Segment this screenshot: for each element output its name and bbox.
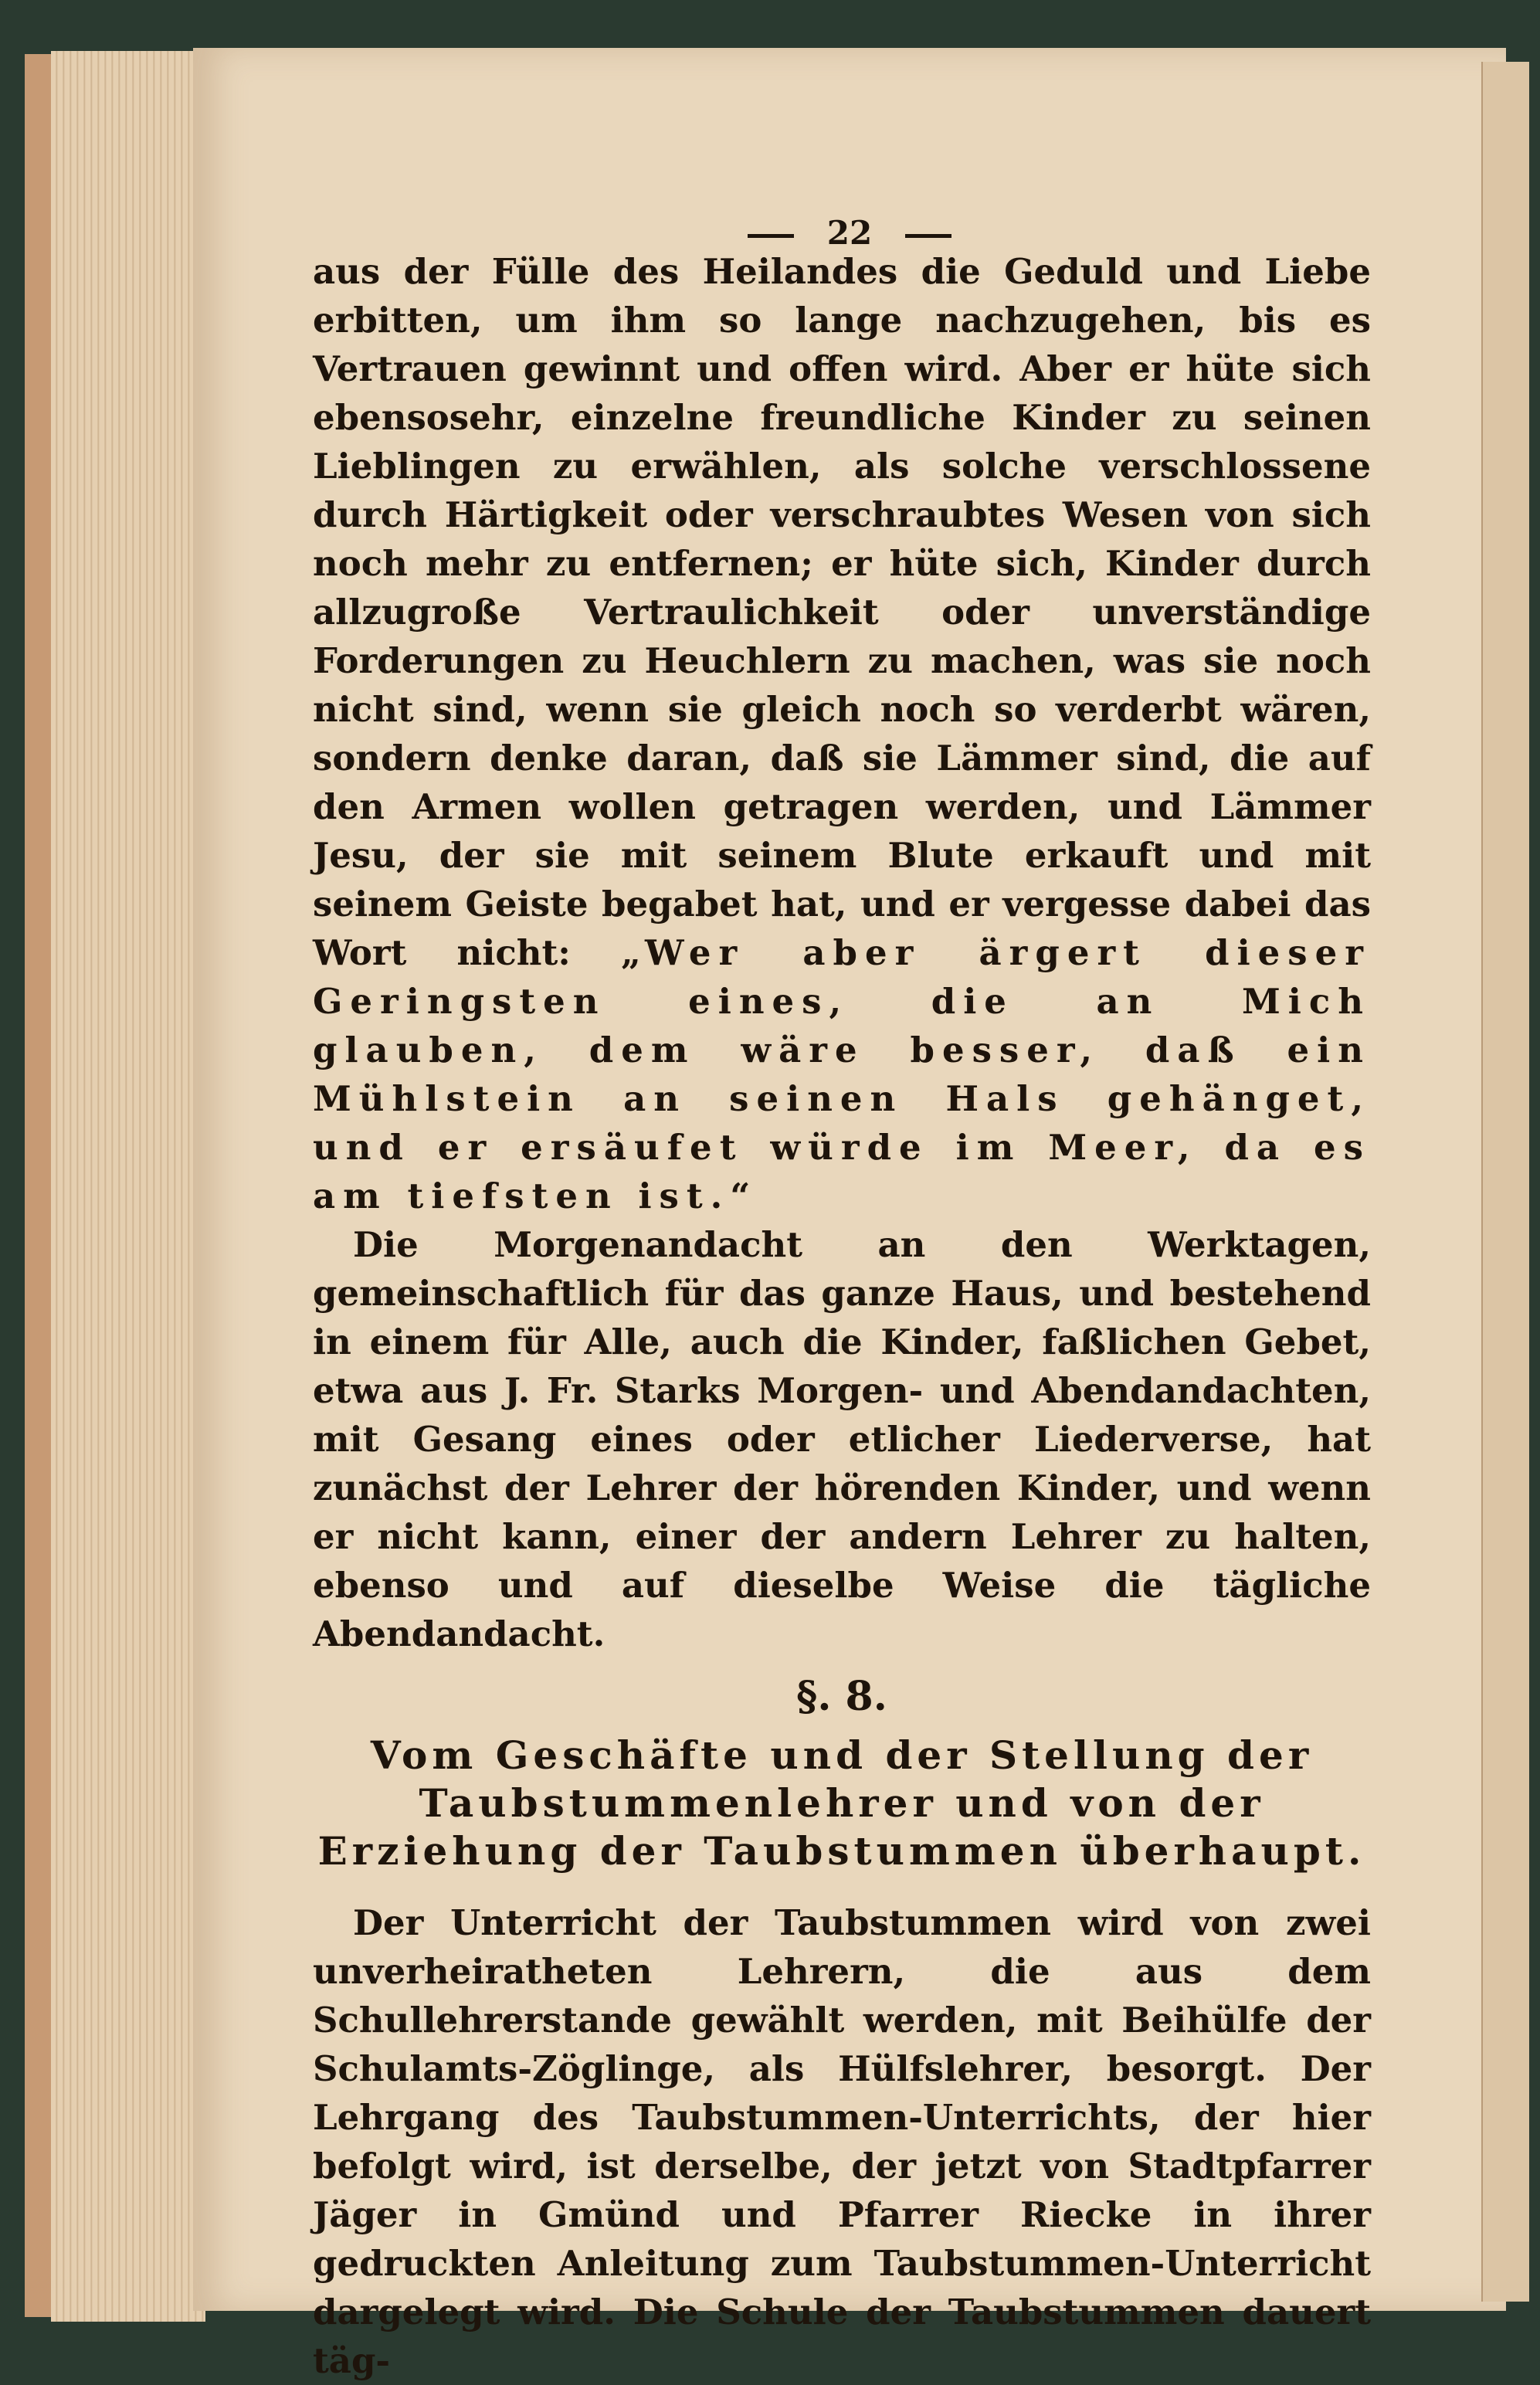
- page-stack-edge: [51, 51, 205, 2322]
- paragraph-morning-prayer: Die Morgenandacht an den Werktagen, gemeinschaftlich für das ganze Haus, und bestehend in einem für Alle, auch die Kinder, faßlichen Gebet, etwa aus J. Fr. Starks Morgen- und Abendandachten, mit Gesang eines oder etlicher Liederverse, hat zunächst der Lehrer der hörenden Kinder, und wenn er nicht kann, einer der andern Lehrer zu halten, ebenso und auf dieselbe Weise die tägliche Abendandacht.: [313, 1224, 1371, 1654]
- next-page-edge: [1481, 62, 1529, 2302]
- page-text: [313, 247, 1371, 2385]
- section-title: Vom Geschäfte und der Stellung der Taubstummenlehrer und von der Erziehung der Taubstummen überhaupt.: [317, 1732, 1366, 1874]
- page-number: 22: [826, 214, 873, 252]
- book-page: [193, 48, 1506, 2381]
- paragraph-instruction: Der Unterricht der Taubstummen wird von zwei unverheiratheten Lehrern, die aus dem Schullehrerstande gewählt werden, mit Beihülfe der Schulamts-Zöglinge, als Hülfslehrer, besorgt. Der Lehrgang des Taubstummen-Unterrichts, der hier befolgt wird, ist derselbe, der jetzt von Stadtpfarrer Jäger in Gmünd und Pfarrer Riecke in ihrer gedruckten Anleitung zum Taubstummen-Unterricht dargelegt wird. Die Schule der Taubstummen dauert täg-: [313, 1902, 1371, 2381]
- paragraph-1-text: aus der Fülle des Heilandes die Geduld und Liebe erbitten, um ihm so lange nachzugehen, bis es Vertrauen gewinnt und offen wird. Aber er hüte sich ebensosehr, einzelne freundliche Kinder zu seinen Lieblingen zu erwählen, als solche verschlossene durch Härtigkeit oder verschraubtes Wesen von sich noch mehr zu entfernen; er hüte sich, Kinder durch allzugroße Vertraulichkeit oder unverständige Forderungen zu Heuchlern zu machen, was sie noch nicht sind, wenn sie gleich noch so verderbt wären, sondern denke daran, daß sie Lämmer sind, die auf den Armen wollen getragen werden, und Lämmer Jesu, der sie mit seinem Blute erkauft und mit seinem Geiste begabet hat, und er vergesse dabei das Wort nicht:: [313, 251, 1371, 973]
- bible-quote: „Wer aber ärgert dieser Geringsten eines, die an Mich glauben, dem wäre besser, daß ein Mühlstein an seinen Hals gehänget, und er ersäufet würde im Meer, da es am tiefsten ist.“: [313, 932, 1371, 1216]
- paragraph-continuation: [313, 247, 1371, 1220]
- section-number: §. 8.: [796, 1673, 887, 1720]
- book-cover-edge: [25, 54, 53, 2317]
- page-header: [193, 214, 1506, 252]
- header-rule-left: [748, 234, 794, 238]
- header-rule-right: [905, 234, 951, 238]
